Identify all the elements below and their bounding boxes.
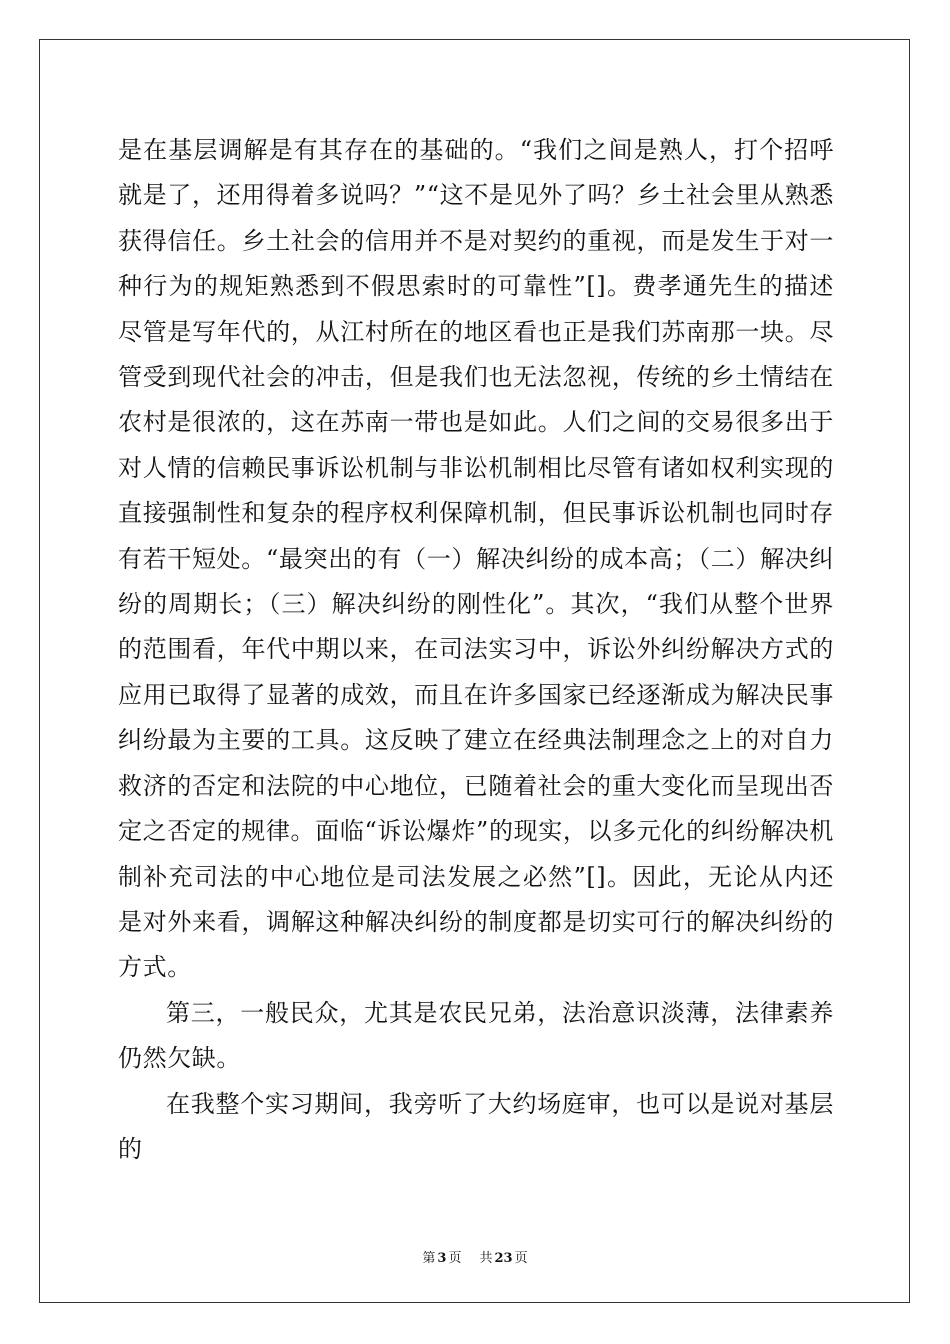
page-number: 3 — [437, 1251, 447, 1266]
total-unit: 页 — [514, 1251, 528, 1266]
paragraph-1: 是在基层调解是有其存在的基础的。“我们之间是熟人，打个招呼就是了，还用得着多说吗？”“这不是见外了吗？乡土社会里从熟悉获得信任。乡土社会的信用并不是对契约的重视，而是发生于对一种行为的规矩熟悉到不假思索时的可靠性”[]。费孝通先生的描述尽管是写年代的，从江村所在的地区看也正是我们苏南那一块。尽管受到现代社会的冲击，但是我们也无法忽视，传统的乡土情结在农村是很浓的，这在苏南一带也是如此。人们之间的交易很多出于对人情的信赖民事诉讼机制与非讼机制相比尽管有诸如权利实现的直接强制性和复杂的程序权利保障机制，但民事诉讼机制也同时存有若干短处。“最突出的有（一）解决纠纷的成本高；（二）解决纠纷的周期长；（三）解决纠纷的刚性化”。其次，“我们从整个世界的范围看，年代中期以来，在司法实习中，诉讼外纠纷解决方式的应用已取得了显著的成效，而且在许多国家已经逐渐成为解决民事纠纷最为主要的工具。这反映了建立在经典法制理念之上的对自力救济的否定和法院的中心地位，已随着社会的重大变化而呈现出否定之否定的规律。面临“诉讼爆炸”的现实，以多元化的纠纷解决机制补充司法的中心地位是司法发展之必然”[]。因此，无论从内还是对外来看，调解这种解决纠纷的制度都是切实可行的解决纠纷的方式。 — [118, 136, 834, 982]
document-body — [118, 128, 834, 1172]
paragraph-3: 在我整个实习期间，我旁听了大约场庭审，也可以是说对基层的 — [118, 1089, 834, 1163]
page-prefix: 第 — [422, 1251, 436, 1266]
total-prefix: 共 — [479, 1251, 493, 1266]
paragraph-2: 第三，一般民众，尤其是农民兄弟，法治意识淡薄，法律素养仍然欠缺。 — [118, 998, 834, 1073]
total-pages: 23 — [494, 1251, 513, 1266]
page-footer — [0, 1247, 950, 1266]
page-unit: 页 — [448, 1251, 462, 1266]
